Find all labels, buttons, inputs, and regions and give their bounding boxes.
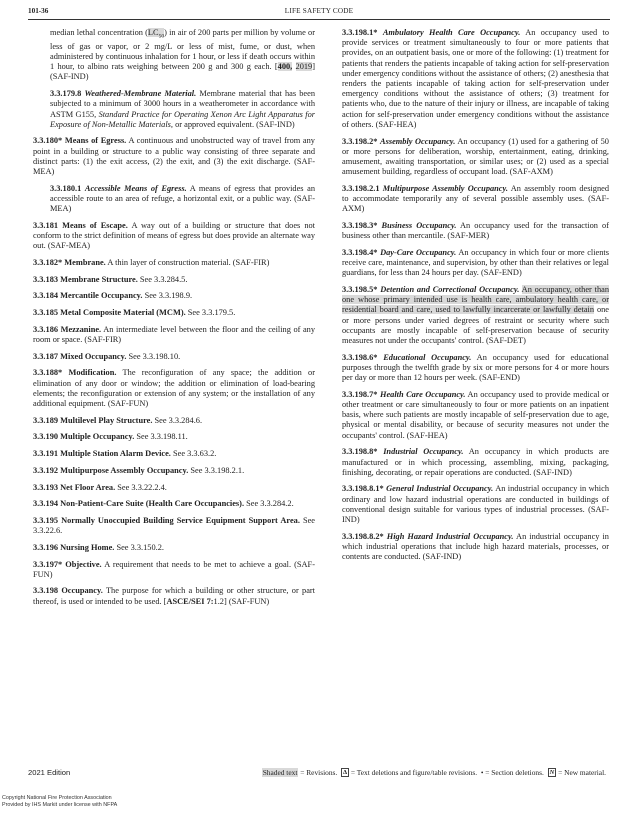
legend-new-material: = New material.	[556, 768, 606, 777]
entry-continuation	[33, 28, 315, 83]
entry-text: The purpose for which a building or other structure, or part thereof, is used or intended to be used. [	[33, 586, 315, 606]
shaded-text-sample: Shaded text	[262, 768, 298, 777]
entry-number: 3.3.198.2*	[342, 136, 378, 146]
entry-number: 3.3.198.4*	[342, 247, 378, 257]
entry-number: 3.3.198	[33, 586, 59, 596]
entry-text: See 3.3.284.6.	[154, 415, 203, 425]
entry-text: An occupancy in which four or more clients receive care, maintenance, and supervision, by other than their relatives or legal guardians, for less than 24 hours per day. (SAF-END)	[342, 247, 609, 278]
running-title: LIFE SAFETY CODE	[284, 7, 354, 15]
entry-number: 3.3.198.7*	[342, 389, 378, 399]
entry-3-3-198-6	[325, 353, 609, 384]
entry-term: General Industrial Occupancy.	[386, 484, 494, 494]
entry-text: See 3.3.284.5.	[139, 274, 188, 284]
entry-3-3-183	[33, 275, 315, 285]
entry-term: Educational Occupancy.	[383, 352, 472, 362]
entry-3-3-187	[33, 352, 315, 362]
entry-text: An intermediate level between the floor and the ceiling of any room or space. (SAF-FIR)	[33, 324, 315, 345]
entry-text: one or more persons under varied degrees of restraint or security where such occupants are mostly incapable of self-preservation because of security measures not under the occupants' control. (SAF-DET)	[342, 305, 609, 345]
reference: ASCE/SEI 7:	[166, 596, 214, 606]
entry-term: Multipurpose Assembly Occupancy.	[382, 183, 508, 193]
entry-number: 3.3.198.3*	[342, 220, 378, 230]
entry-number: 3.3.194	[33, 499, 59, 509]
entry-term: Membrane.	[64, 258, 106, 268]
entry-number: 3.3.180.1	[50, 183, 82, 193]
entry-3-3-192	[33, 466, 315, 476]
reference-year: 2019	[295, 62, 313, 72]
entry-text: An industrial occupancy in which ordinary and low hazard industrial operations are conducted in buildings of conventional design suitable for various types of industrial processes. (SAF-IND)	[342, 484, 609, 525]
entry-text: An occupancy used to provide medical or other treatment or care simultaneously to four or more patients on an inpatient basis, where such patients are mostly incapable of self-preservation due to age, physical or mental disability, or because of security measures not under the occupants' control. (SAF-HEA)	[342, 389, 609, 440]
entry-text: See 3.3.63.2.	[173, 449, 217, 459]
entry-3-3-198-8	[325, 447, 609, 478]
entry-text: A continuous and unobstructed way of travel from any point in a building or structure to a public way consisting of three separate and distinct parts: (1) the exit access, (2) the exit, and (3) the exit discharge. (SAF-MEA)	[33, 136, 315, 177]
entry-term: Day-Care Occupancy.	[380, 247, 457, 257]
entry-text: See 3.3.284.2.	[246, 499, 294, 509]
entry-term: Modification.	[68, 368, 117, 378]
entry-3-3-198-2	[325, 137, 609, 178]
entry-text: A way out of a building or structure that does not conform to the strict definition of means of egress but does provide an alternate way out. (SAF-MEA)	[33, 220, 315, 251]
entry-number: 3.3.181	[33, 220, 59, 230]
entry-text: See 3.3.198.9.	[144, 291, 193, 301]
entry-number: 3.3.198.5*	[342, 284, 378, 294]
page-footer	[28, 768, 610, 782]
entry-3-3-185	[33, 308, 315, 318]
entry-3-3-180	[33, 136, 315, 177]
entry-3-3-198-1	[325, 28, 609, 130]
entry-term: Health Care Occupancy.	[379, 389, 466, 399]
entry-3-3-195	[33, 516, 315, 536]
entry-number: 3.3.198.8*	[342, 447, 378, 457]
entry-term: Means of Escape.	[62, 220, 128, 230]
entry-term: Objective.	[65, 559, 102, 569]
entry-3-3-198-8-2	[325, 532, 609, 563]
entry-term: Normally Unoccupied Building Service Equipment Support Area.	[61, 515, 300, 525]
copyright-line-1: Copyright National Fire Protection Association	[2, 795, 112, 801]
entry-text: An assembly room designed to accommodate temporarily any of several possible assembly uses. (SAF-AXM)	[342, 183, 609, 214]
legend-section-deletions: = Section deletions.	[483, 768, 544, 777]
entry-3-3-180-1	[33, 184, 315, 215]
entry-text: An occupancy used to provide services or treatment simultaneously to four or more patients that provides, on an outpatient basis, one or more of the following: (1) treatment for patients that renders the patients incapable of taking action for self-preservation under emergency conditions without the assistance of others; (2) anesthesia that renders the patients incapable of taking action for self-preservation under emergency conditions without the assistance of others; (3) treatment for patients who, due to the nature of their injury or illness, are incapable of taking action for self-preservation under emergency conditions without the assistance of others. (SAF-HEA)	[342, 28, 609, 129]
revision-legend	[262, 768, 606, 777]
left-column	[33, 28, 315, 613]
entry-term: Net Floor Area.	[60, 482, 116, 492]
entry-text: median lethal concentration (	[50, 28, 148, 37]
copyright-line-2: Provided by IHS Markit under license with NFPA	[2, 801, 118, 808]
entry-text: ] (SAF-IND)	[50, 62, 315, 82]
entry-text: An occupancy (1) used for a gathering of 50 or more persons for deliberation, worship, entertainment, eating, drinking, amusement, awaiting transportation, or similar uses; or (2) used as a special amusement building, regardless of occupant load. (SAF-AXM)	[342, 136, 609, 177]
entry-number: 3.3.187	[33, 351, 59, 361]
shaded-revision: An occupancy, other than one whose primary intended use is health care, ambulatory health care, or residential board and care, used to lawfully incarcerate or lawfully detain	[342, 284, 609, 315]
entry-term: Multiple Station Alarm Device.	[60, 449, 171, 459]
entry-term: Multiple Occupancy.	[60, 432, 135, 442]
entry-number: 3.3.189	[33, 415, 59, 425]
entry-term: Multipurpose Assembly Occupancy.	[60, 465, 189, 475]
reference: 400,	[277, 62, 293, 72]
entry-3-3-198-2-1	[325, 184, 609, 215]
entry-term: Weathered-Membrane Material.	[84, 89, 197, 99]
entry-number: 3.3.180*	[33, 136, 63, 146]
entry-text: See 3.3.22.2.4.	[117, 482, 167, 492]
entry-term: Non-Patient-Care Suite (Health Care Occupancies).	[60, 499, 245, 509]
entry-text: An occupancy in which products are manufactured or in which processing, assembling, mixing, packaging, finishing, decorating, or repair operations are conducted. (SAF-IND)	[342, 447, 609, 477]
entry-text: See 3.3.198.10.	[128, 351, 181, 361]
entry-term: Metal Composite Material (MCM).	[60, 308, 186, 318]
entry-3-3-179-8	[33, 89, 315, 130]
reference-section: 1.2	[213, 596, 224, 606]
entry-number: 3.3.193	[33, 482, 59, 492]
entry-3-3-191	[33, 449, 315, 459]
entry-number: 3.3.182*	[33, 258, 63, 268]
entry-term: Mixed Occupancy.	[60, 351, 127, 361]
entry-text: An occupancy used for the transaction of business other than mercantile. (SAF-MER)	[342, 220, 609, 241]
entry-number: 3.3.191	[33, 449, 59, 459]
legend-revisions: = Revisions.	[298, 768, 338, 777]
entry-text: A means of egress that provides an accessible route to an area of refuge, a horizontal exit, or a public way. (SAF-MEA)	[50, 183, 315, 214]
entry-text: An industrial occupancy in which industrial operations that include high hazard materials, processes, or contents are conducted. (SAF-IND)	[342, 531, 609, 562]
entry-number: 3.3.198.6*	[342, 352, 378, 362]
entry-term: Accessible Means of Egress.	[84, 183, 187, 193]
entry-3-3-181	[33, 221, 315, 252]
entry-term: Industrial Occupancy.	[383, 447, 464, 457]
entry-3-3-198-8-1	[325, 484, 609, 525]
entry-3-3-182	[33, 258, 315, 268]
new-material-icon: N	[549, 769, 555, 776]
entry-number: 3.3.197*	[33, 559, 63, 569]
entry-3-3-197	[33, 560, 315, 580]
entry-3-3-190	[33, 432, 315, 442]
entry-term: Multilevel Play Structure.	[60, 415, 153, 425]
entry-3-3-194	[33, 499, 315, 509]
entry-text: See 3.3.179.5.	[187, 308, 236, 318]
entry-term: Nursing Home.	[60, 542, 115, 552]
page-number: 101-36	[28, 7, 49, 15]
entry-term: Membrane Structure.	[60, 274, 138, 284]
entry-text: ] (SAF-FUN)	[223, 596, 270, 606]
entry-3-3-186	[33, 325, 315, 345]
entry-3-3-188	[33, 368, 315, 409]
entry-text: An occupancy used for educational purposes through the twelfth grade by six or more persons for 4 or more hours per day or more than 12 hours per week. (SAF-END)	[342, 352, 609, 383]
entry-number: 3.3.196	[33, 542, 59, 552]
entry-text: A requirement that needs to be met to achieve a goal. (SAF-FUN)	[33, 559, 315, 579]
edition-label: 2021 Edition	[28, 768, 71, 777]
entry-number: 3.3.185	[33, 308, 59, 318]
entry-3-3-198-3	[325, 221, 609, 241]
entry-3-3-193	[33, 483, 315, 493]
entry-text: A thin layer of construction material. (SAF-FIR)	[107, 258, 270, 268]
entry-3-3-198-7	[325, 390, 609, 441]
legend-deletions: = Text deletions and figure/table revisions.	[349, 768, 478, 777]
entry-term: Mercantile Occupancy.	[60, 291, 143, 301]
entry-number: 3.3.198.2.1	[342, 183, 380, 193]
standard-title: Standard Practice for Operating Xenon Arc Light Apparatus for Exposure of Non-Metallic Materials,	[50, 109, 315, 129]
entry-term: Mezzanine.	[60, 324, 102, 334]
entry-term: Detention and Correctional Occupancy.	[380, 284, 520, 294]
shaded-lc	[147, 28, 165, 40]
entry-number: 3.3.188*	[33, 368, 63, 378]
entry-term: Occupancy.	[61, 586, 103, 596]
entry-term: Assembly Occupancy.	[380, 136, 456, 146]
lc-subscript: 50	[158, 33, 165, 40]
entry-number: 3.3.183	[33, 274, 59, 284]
entry-3-3-198-5	[325, 285, 609, 346]
entry-text: or approved equivalent. (SAF-IND)	[175, 119, 295, 129]
entry-number: 3.3.184	[33, 291, 59, 301]
entry-number: 3.3.190	[33, 432, 59, 442]
entry-text: See 3.3.150.2.	[116, 542, 164, 552]
entry-term: High Hazard Industrial Occupancy.	[386, 531, 514, 541]
entry-number: 3.3.186	[33, 324, 59, 334]
entry-number: 3.3.198.1*	[342, 28, 378, 37]
bullet-icon: •	[480, 768, 484, 777]
right-column	[325, 28, 609, 569]
delta-icon: Δ	[342, 769, 348, 776]
header-rule	[28, 19, 610, 20]
entry-term: Business Occupancy.	[381, 220, 457, 230]
entry-3-3-198	[33, 586, 315, 606]
entry-term: Ambulatory Health Care Occupancy.	[382, 28, 521, 37]
entry-number: 3.3.198.8.2*	[342, 531, 384, 541]
entry-text: See 3.3.198.11.	[136, 432, 188, 442]
entry-text: See 3.3.22.6.	[33, 515, 316, 536]
entry-3-3-184	[33, 291, 315, 301]
entry-number: 3.3.195	[33, 515, 59, 525]
entry-term: Means of Egress.	[64, 136, 127, 146]
copyright-notice	[2, 795, 117, 808]
entry-number: 3.3.192	[33, 465, 59, 475]
lc-text: LC	[147, 28, 159, 37]
entry-number: 3.3.198.8.1*	[342, 484, 384, 494]
entry-text: See 3.3.198.2.1.	[190, 465, 245, 475]
entry-3-3-198-4	[325, 248, 609, 279]
entry-text: Membrane material that has been subjected to a minimum of 3000 hours in a weatherometer in accordance with ASTM G155,	[50, 89, 316, 119]
entry-3-3-189	[33, 416, 315, 426]
entry-text: ) in air of 200 parts per million by volume or less of gas or vapor, or 2 mg/L or less of mist, fume, or dust, when administered by continuous inhalation for 1 hour, or less if death occurs within 1 hour, to albino rats weighing between 200 g and 300 g each. [	[50, 28, 315, 72]
entry-3-3-196	[33, 543, 315, 553]
entry-text: The reconfiguration of any space; the addition or elimination of any door or window; the addition or elimination of load-bearing elements; the reconfiguration or extension of any system; or the installation of any additional equipment. (SAF-FUN)	[33, 368, 316, 409]
entry-number: 3.3.179.8	[50, 89, 82, 99]
